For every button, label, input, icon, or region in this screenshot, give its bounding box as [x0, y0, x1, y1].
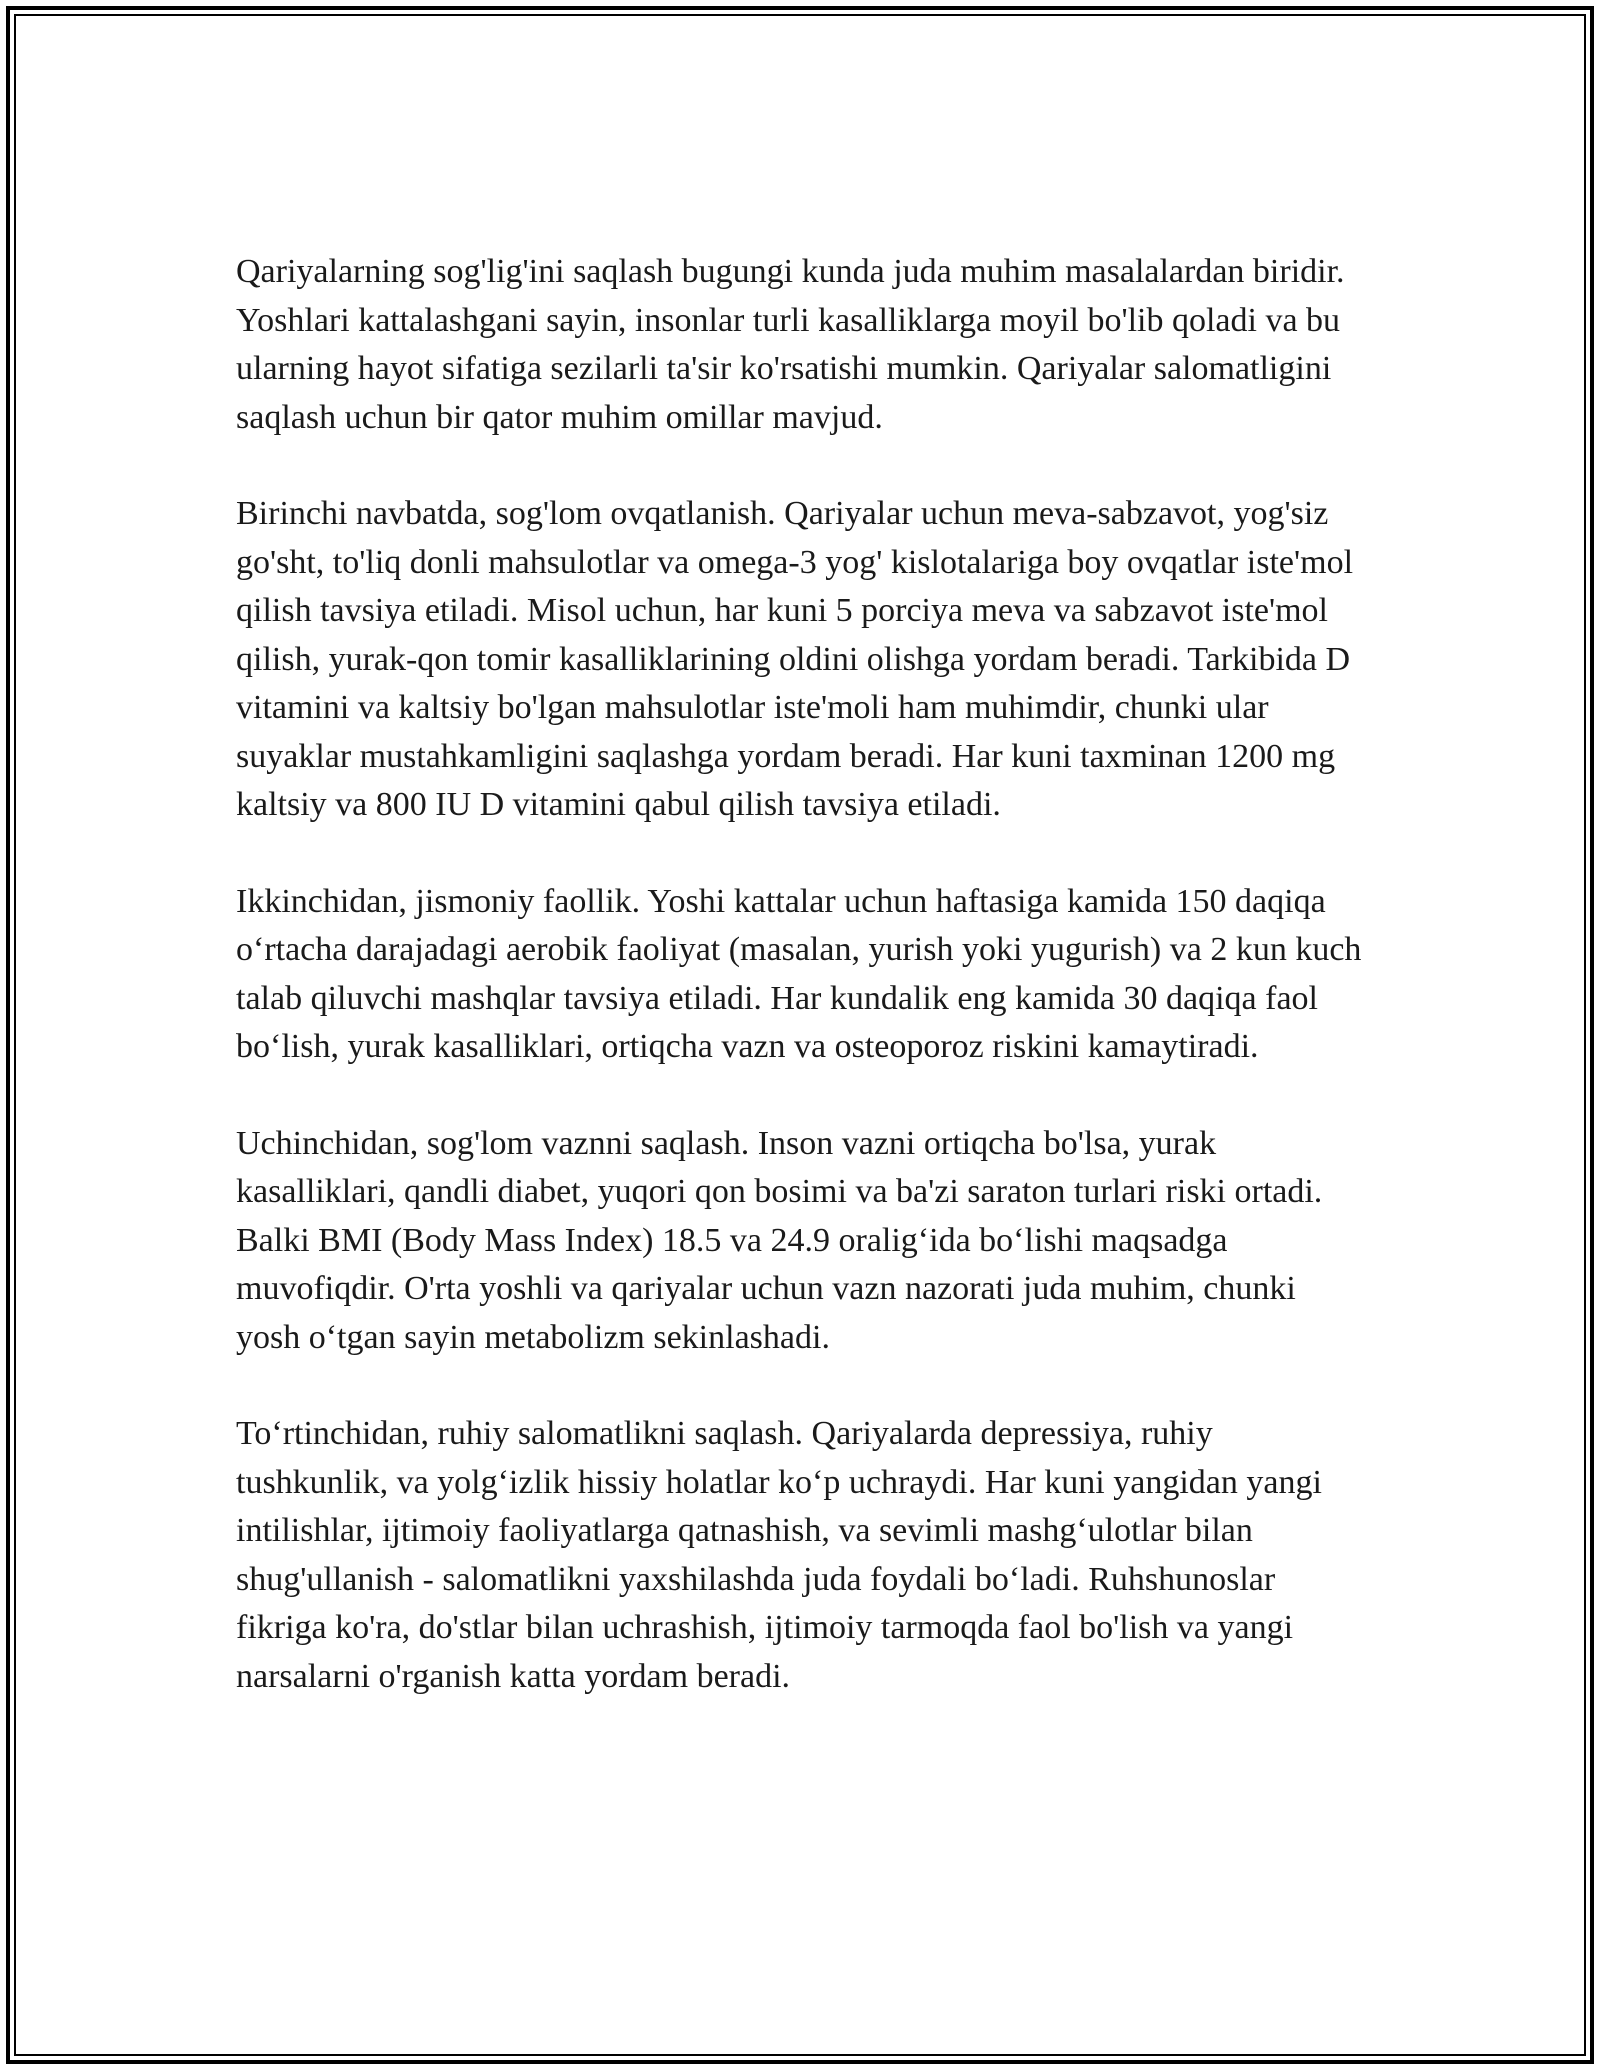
paragraph-healthy-weight: Uchinchidan, sog'lom vaznni saqlash. Inson vazni ortiqcha bo'lsa, yurak kasalliklari, qandli diabet, yuqori qon bosimi va ba'zi saraton turlari riski ortadi. Balki BMI (Body Mass Index) 18.5 va 24.9 oralig‘ida bo‘lishi maqsadga muvofiqdir. O'rta yoshli va qariyalar uchun vazn nazorati juda muhim, chunki yosh o‘tgan sayin metabolizm sekinlashadi. [236, 1124, 1323, 1356]
paragraph-nutrition: Birinchi navbatda, sog'lom ovqatlanish. Qariyalar uchun meva-sabzavot, yog'siz go'sht, to'liq donli mahsulotlar va omega-3 yog' kislotalariga boy ovqatlar iste'mol qilish tavsiya etiladi. Misol uchun, har kuni 5 porciya meva va sabzavot iste'mol qilish, yurak-qon tomir kasalliklarining oldini olishga yordam beradi. Tarkibida D vitamini va kaltsiy bo'lgan mahsulotlar iste'moli ham muhimdir, chunki ular suyaklar mustahkamligini saqlashga yordam beradi. Har kuni taxminan 1200 mg kaltsiy va 800 IU D vitamini qabul qilish tavsiya etiladi. [236, 495, 1354, 823]
paragraph-mental-health: To‘rtinchidan, ruhiy salomatlikni saqlash. Qariyalarda depressiya, ruhiy tushkunlik, va yolg‘izlik hissiy holatlar ko‘p uchraydi. Har kuni yangidan yangi intilishlar, ijtimoiy faoliyatlarga qatnashish, va sevimli mashg‘ulotlar bilan shug'ullanish - salomatlikni yaxshilashda juda foydali bo‘ladi. Ruhshunoslar fikriga ko'ra, do'stlar bilan uchrashish, ijtimoiy tarmoqda faol bo'lish va yangi narsalarni o'rganish katta yordam beradi. [236, 1415, 1322, 1695]
paragraph-intro: Qariyalarning sog'lig'ini saqlash bugungi kunda juda muhim masalalardan biridir. Yoshlari kattalashgani sayin, insonlar turli kasalliklarga moyil bo'lib qoladi va bu ularning hayot sifatiga sezilarli ta'sir ko'rsatishi mumkin. Qariyalar salomatligini saqlash uchun bir qator muhim omillar mavjud. [236, 253, 1345, 436]
paragraph-physical-activity: Ikkinchidan, jismoniy faollik. Yoshi kattalar uchun haftasiga kamida 150 daqiqa o‘rtacha darajadagi aerobik faoliyat (masalan, yurish yoki yugurish) va 2 kun kuch talab qiluvchi mashqlar tavsiya etiladi. Har kundalik eng kamida 30 daqiqa faol bo‘lish, yurak kasalliklari, ortiqcha vazn va osteoporoz riskini kamaytiradi. [236, 882, 1362, 1065]
document-body [236, 248, 1366, 1749]
